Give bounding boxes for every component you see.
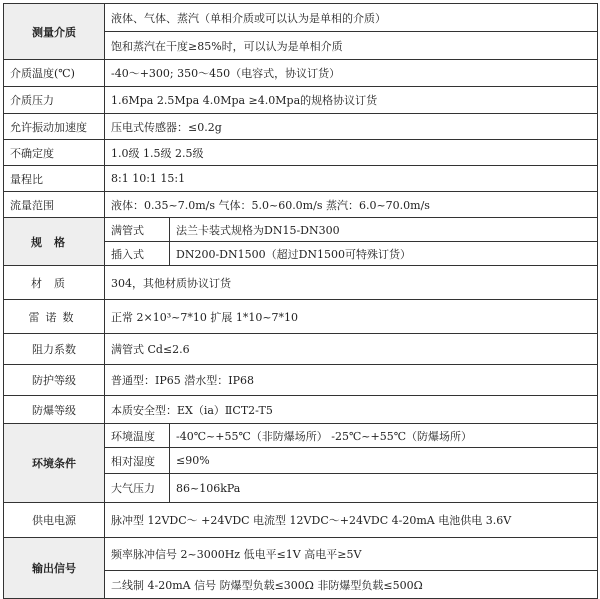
env-temp-value: -40℃~+55℃（非防爆场所） -25℃~+55℃（防爆场所） — [170, 424, 598, 448]
row-medium-pressure — [4, 87, 598, 114]
row-range-ratio — [4, 166, 598, 192]
vibration-value: 压电式传感器：≤0.2g — [105, 114, 598, 140]
medium-pressure-value: 1.6Mpa 2.5Mpa 4.0Mpa ≥4.0Mpa的规格协议订货 — [105, 87, 598, 114]
output-label: 输出信号 — [4, 538, 105, 599]
reynolds-value: 正常 2×10³~7*10 扩展 1*10~7*10 — [105, 300, 598, 334]
output-line-2: 二线制 4-20mA 信号 防爆型负载≤300Ω 非防爆型负载≤500Ω — [105, 571, 598, 599]
env-humidity-value: ≤90% — [170, 448, 598, 474]
full-pipe-label: 满管式 — [105, 218, 170, 242]
spec-table — [3, 3, 598, 599]
env-humidity-label: 相对湿度 — [105, 448, 170, 474]
flow-range-value: 液体：0.35~7.0m/s 气体：5.0~60.0m/s 蒸汽：6.0~70.0m/s — [105, 192, 598, 218]
material-label: 材质 — [4, 266, 105, 300]
row-flow-range — [4, 192, 598, 218]
row-spec-full-pipe — [4, 218, 598, 242]
row-uncertainty — [4, 140, 598, 166]
explosion-value: 本质安全型：EX（ia）ⅡCT2-T5 — [105, 396, 598, 424]
protection-value: 普通型：IP65 潜水型：IP68 — [105, 365, 598, 396]
row-vibration — [4, 114, 598, 140]
range-ratio-label: 量程比 — [4, 166, 105, 192]
flow-range-label: 流量范围 — [4, 192, 105, 218]
spec-label: 规格 — [4, 218, 105, 266]
protection-label: 防护等级 — [4, 365, 105, 396]
row-protection — [4, 365, 598, 396]
env-temp-label: 环境温度 — [105, 424, 170, 448]
uncertainty-value: 1.0级 1.5级 2.5级 — [105, 140, 598, 166]
medium-pressure-label: 介质压力 — [4, 87, 105, 114]
row-output-1 — [4, 538, 598, 571]
medium-temp-value: -40～+300; 350～450（电容式，协议订货） — [105, 60, 598, 87]
env-pressure-value: 86~106kPa — [170, 474, 598, 503]
row-power — [4, 503, 598, 538]
vibration-label: 允许振动加速度 — [4, 114, 105, 140]
medium-line-1: 液体、气体、蒸汽（单相介质或可以认为是单相的介质） — [105, 4, 598, 32]
explosion-label: 防爆等级 — [4, 396, 105, 424]
row-material — [4, 266, 598, 300]
uncertainty-label: 不确定度 — [4, 140, 105, 166]
insertion-value: DN200-DN1500（超过DN1500可特殊订货） — [170, 242, 598, 266]
environment-label: 环境条件 — [4, 424, 105, 503]
resistance-label: 阻力系数 — [4, 334, 105, 365]
power-value: 脉冲型 12VDC～ +24VDC 电流型 12VDC～+24VDC 4-20mA 电池供电 3.6V — [105, 503, 598, 538]
medium-label: 测量介质 — [4, 4, 105, 60]
env-pressure-label: 大气压力 — [105, 474, 170, 503]
row-medium — [4, 4, 598, 32]
row-resistance — [4, 334, 598, 365]
reynolds-label: 雷诺数 — [4, 300, 105, 334]
row-reynolds — [4, 300, 598, 334]
material-value: 304，其他材质协议订货 — [105, 266, 598, 300]
output-line-1: 频率脉冲信号 2~3000Hz 低电平≤1V 高电平≥5V — [105, 538, 598, 571]
range-ratio-value: 8:1 10:1 15:1 — [105, 166, 598, 192]
row-env-temp — [4, 424, 598, 448]
row-medium-temp — [4, 60, 598, 87]
medium-temp-label: 介质温度(℃) — [4, 60, 105, 87]
row-explosion — [4, 396, 598, 424]
full-pipe-value: 法兰卡装式规格为DN15-DN300 — [170, 218, 598, 242]
power-label: 供电电源 — [4, 503, 105, 538]
resistance-value: 满管式 Cd≤2.6 — [105, 334, 598, 365]
medium-line-2: 饱和蒸汽在干度≥85%时，可以认为是单相介质 — [105, 32, 598, 60]
insertion-label: 插入式 — [105, 242, 170, 266]
